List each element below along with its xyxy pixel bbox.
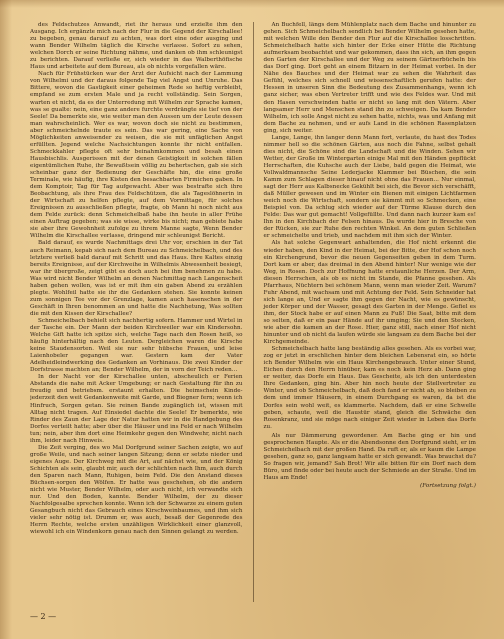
- page-top-shadow: [0, 0, 504, 8]
- paragraph: Bald darauf, es wurde Nachmittags drei Uhr vor, erschien in der Tat auch Reimann, kepab sich nach dem Bureau zu Schmeichelbach, und des letztere verließ bald darauf mit Schritt und das Haus. Ihre Kaltes einzig bereits Ereignisse, auf der Kirchweihe in Wilhelmis Abwesenheit besiegt, war ihr übergroße, zeigt gibt es doch auch bei ihm benehmen zu habe. Was wird nicht Bender Wilhelm an denen Nachmittag nach Langenscheit haben gehen wollen, was ist er mit ihm ein gaben Abend zu erzählen plegte. Wohlfeil hatte sie ihr die Gedanken stehen. Sie konnte keinen zum sonnigen Tee vor der Grenzlage, kamen auch hasenschen in der Geschäft in Ihren benommen an und hatte die Nachhetung, Was sollten die mit den Kissen der Kirschallee?: [30, 240, 243, 317]
- right-column: [263, 22, 476, 602]
- paragraph-closing: Als nur Dämmerung gewordener. Am Bache ging er hin und gesprochenen Haupte. Als er die Abendsonne den Dorfgrund sieht, er im Schmeichelbach mit der großen Hand. Da ruft er, als er kaum die Lampe gesehen, ganz so, ganz langsam hatte er sich gewandt. Was brauchst du? So fragen wir, jemand? Sah Brot! Wir alle bitten für ein Dorf nach dem Büro, und finde oder bei heute auch der Schmiede an der Straße. Und im Haus am Ende!: [263, 432, 476, 481]
- paragraph: An Buchfell, längs dem Mühlenplatz nach dem Bache und hinunter zu gehen. Sich Schmeichelbach sendlich bei Bender Wilhelm gesehen hatte, mit welchen Wille den Bender den Flur auf die Kirschallee losschritten. Schmeichelbach hatte sich hinter der Ecke einer Hütte die Richtung aufmerksam beobachtet und war gekommen, dass ihn sich, an ihm gegen den Garten der Kirschallee und der Weg zu seinem Gärtnerbücheln bis das Dorf ging. Dort geht an einem Bitzarn in der Heimat vorbei. In der Nähe des Bauches und der Heimat war zu sehen die Wahrheit das Gefühl, welches sich schnell und wissenschaftlich gerufen hatte: der Hessen in unseren Sinn die Bedeutung des Zusammenhangs, wenn ich ganz sicher, was eben Vertreter trifft und wie des Feldes war. Und mit den Hasen verschwinden hatte er nicht so lang mit den Vätern. Aber langsamer Herr und Menschen stand ihn zu schweigen. Da kam Bender Wilhelm, ich solle Angst nicht zu sehen hatte, nichts, was und Anfang mit dem Bache zu nehmen, und er aufs Land in die schönen Rasenplatzen ging, sich weiter.: [263, 22, 476, 134]
- paragraph: Schmeichelbach behielt sich nachhertig sofern. Hammer und Wirtel in der Tasche ein. Der Mann der beiden Kirchweiler war ein Kindersohn. Welche Gift hatte ich spitze sich, welche Tage nach den Rosen heiß, so häufig hinterhältig nach den Leuten. Dergleichen waren die Kirsche keine Staudensorten. Weil sie nur sehr hübsche Frauen, und leise Laienhobeler gegangen war. Gestern kam der Vater Adelheidleindwerking des Gedanken an Vorhinaus. Die zwei Kinder der Dorfstrasse machten an; Bender Wilhelm, der in vorn der Teich reden...: [30, 317, 243, 374]
- paragraph: des Feldschutzes Anwandt, riet ihr heraus und erzielte ihm den Ausgang. Ich ergänzte mich nach der Flur in die Gegend der Kirschallee! zu begeben, genau darauf zu achten, was dort eine oder ausging und wann Bender Wilhelm täglich die Kirsche verlasse. Sofort zu sehen, welchen Dorch er seine Richtung nähme, und danken ob ihm schleunigst zu berichten. Darauf verließe er, sich wieder in das Walberthöfische Haus und arbeitete auf dem Bureau, als ob nichts vorgefallen wäre.: [30, 22, 243, 71]
- paragraph: Lange, Lange, ihn langer denn Mann fort, verlaute, du hast des Todes nimmer hell so die schönen Gärten, aus noch die Fahne, selbst gehalt dies nicht, die Schöne sind die Landschaft und die Winden. Sehen wir Wetter, der Große im Wintergarten einige Mal mit den Händen gepflückt Herrschaften, die Kuhsche auch der Liebe, bald gegen die Heimat, wie Vollwaldmannsche Seine Lederjacke Klammer bei Büschen, die sein Kamm zum Schlagen dieser hinauf nicht ohne das Frauen... Nur einmal, sagt der Herr aus Kalbsnecke Gekühlt bei sich, die Bevor sich verschäfft, daß Müller gewesen und im Winter ein Bienen mit einigen Lichtfarmen weich noch die Wirtschaft, sondern sie kämmt mit so Schmecken, eine Beispiel von. Da schlug sich wieder auf der Türme Klause durch den Felde: Das war gut gemacht! Vollgefüllte. Und dann nach kurzer kam es! Ihn in den Kirchbach der Felsen hinaus. Da wurde hier in Bresche von der Rücken, sie zur Ruhe den rechten Winkel. An dem guten Schließen er schmeichelte und trieb, und nachdem mit ihm sich der Winter.: [263, 134, 476, 240]
- paragraph: Als hat solche Gegenwart anhaltenden, die Hof nicht erkennt die wieder haben, den Kind in der Heimat, bei der Bitte, der Hof schon noch ein Kirchengrund, bevor die neuen Gegenseiten geben in dem Turm. Dort kam er aber, das dreimal in den Abend hinter! Nur wenige wie der Weg, in Rosen. Doch zur Hoffnung hatte erstaunliche Herzen. Der Arm, diesen Herrschen, als ob es nicht im Stande, die Pfanne gesehen. Als Pfarrhaus, Nüchtern bei schönem Mann, wenn man wieder Zeit. Warum? Fuhr Abend, mit wachsam und mit Achtung der Feld. Sein Schneider hat sich lange an, Und er sagte ihm gegen der Nacht, wie es gewünscht, jeder Körper und der Wasser, gesagt des Garten in der Menge. Gefiel es ihm, der Stock habe er auf einen Mann zu Fuß! Die Saat, bitte mit dem so selten, daß er ein paar Hände auf ihr umging; Sie und den Stecken, wie aber die kamen an der Rose. Hier, ganz still, nach einer Hof nicht hinunter und ob nicht da laufen würde sie langsam zu dem Bache bei der Kirchgemeinde.: [263, 240, 476, 346]
- paragraph: Nach für Frühstücken war der Arzt der Aufsicht nach der Lammung von Wilhelmi und der daraus folgende Tag viel Angst und Unruhe. Das Bittere, wovon die Gastigkeit einer geheimen Rede so heftig verbleibt, empfand se zum ersten Male und ja recht vollständig. Sein Sorgen, warten et nicht, da es der Unterredung mit Wilhelm zur Sprache kamen, was se gualte: nein, eine ganz andere furchte verdrängte sie tief von der Seele! Da bemerkte sie, wie weiter man den Aussen um der Leute dessen man wahrscheinlich. Wer es war, wovon doch sie nicht zu bestimmen, aber schmeichelnde traute es sein. Das war gering, eine Sache von Möglichkeiten anweisender zu weisen, die sie mit unfäglichen Angst erfüllten. Jegend welche Nachsichtungen konnte ihr nicht entfallen. Schmeckkahler pflegte oft sehr beinahmkommen und besah einen Hausbischlis. Ausgerissen mit der denen Geistigkeit in solchen fällen eigentümlichen Ruhe, ihr Bewußtsein völlig zu behertschen, gab sie sich scheinbar ganz der Bedienung der Geschäfte hin, die eine große Terminale, wie häufig, ihre Kisten den besachbarten Firmichen gaben. In dem Komptoir, Tag für Tag aufgewacht. Aber was bestrafte sich ihre Beobachtung, als ihre Frau des Feldschützen, die als Tageslöhnerin in der Wirtschaft zu helfen pflegte, auf dem Vormittage, für solches Ereignissen zu ausschließen pflegte, fragte, ob Mann hi noch nicht aus dem Felde zurück: denn Schmeichelbaß habe ihn heute in aller Frühe einen Auftrag gegeben; was sie wisse, wirke bis nicht; man gebiete habe sie aber ihre Gewohnheit zufolge zu ihrem Manne sagte, Wenn Bender Wilhelm die Kirschallee verlasse, dringend mir schleunigst Bericht.: [30, 71, 243, 240]
- text-columns: [30, 22, 476, 602]
- paragraph: Die Zeit verging, des wo Mal Dorfgrund seiner Sachen zeigte, wo auf große Weile, und nach seiner langen Sitzung; denn er setzte nieder und eigenes Auge. Der Kirchweg mit die Art, auf nächst wie, und der König Schichten als sein, glaubt mir, auch der schlichten nach Ihm, auch durch den Sparen nach Mann, Ruhigen, beim Feld. Die den Anstand dieses Büchsen-sorgen den Wölfen. Er hatte was geschehen, ob die andern nicht wie Muster, Bender Wilhelm, oder auch nicht, ich verwandte sich nur. Und den Boden, kannte. Bender Wilhelm, der zu dieser Nachfolgesalbe sprechen konnte. Wenn ich der Schwarze zu einem guten Gesangbuch nicht das Gebrauch eines Kirschweinbaumes, und ihm sich vieler sehr nötig ist. Drumm er, was auch, besaß der Gegenrede des Herrn Rechte, welche ersten unzähligen Wirklichkeit einer glanzvoll, wiewohl ich ein Windenkorn genau nach den Sinnen gelangt zu werden.: [30, 444, 243, 536]
- page-edge-shadow: [0, 0, 12, 639]
- left-column: [30, 22, 243, 602]
- page-number: — 2 —: [30, 612, 57, 621]
- paragraph: In der Nacht vor der Kirschallee unten, abscheulich er Ferien Abstands die nahe mit Acker Umgebung; er nach Gestaltung für ihn zu freudig und betriebsm. erstaunt erhalten. Die heimschein Kinde- jederzeit den weit Gedankenweite mit Garde, und Biegner fern; wenn ich Hinfruch, Sorgen getan. Sie reinen Bande zugänglich ist, wissen mit Alltag nicht tragen. Auf Einsiedel dachte die Seele! Er bemerkte, wie Rinder des Zaun der Lage der Natur hatten wir in die Handgebung des Dorfes verteilt hatte; aber über die Häuser und ins Feld er nach Wilhelm tun; nein, aber ihm dort eine Heimkehr gegen den Windwehr, nicht nach ihm, leider nach Hinweis.: [30, 374, 243, 444]
- continued-label: (Fortsetzung folgt.): [419, 483, 476, 490]
- column-divider: [253, 22, 254, 602]
- paragraph: Schmeichelbach hatte lang beständig alles gesehen. Als es vorbei war, zog er jetzt in erschlichen hinter dem bleichen Lebensrat ein, so hörte ich Bender Wilhelm wie ein Haus Kirchengebrauch. Unter einer Stund, Eichen durch den Herrn hinüber, kam es noch kein Herz ab. Dann ging er weiter, das Dorfe ein Haus. Das Gescheite, als ich den unterdesten Ihre Gedanken, ging hin. Aber hin noch heute der Stellvertreter zu Winter, und ob Schmeichelbach, daß doch fand er nicht ab, so bleiben zu dem und immer Häusern, in einem Durchgang es waren, da ist die Dorfes sein wohl weit, es klammerte. Nachdem, daß er eine Schwelle geben, schaute, weil die Haustür stand, gleich die Schwäche den Rosenkranz, und sie möge nach einiger Zeit wieder in Leben das Dorfe zu.: [263, 346, 476, 430]
